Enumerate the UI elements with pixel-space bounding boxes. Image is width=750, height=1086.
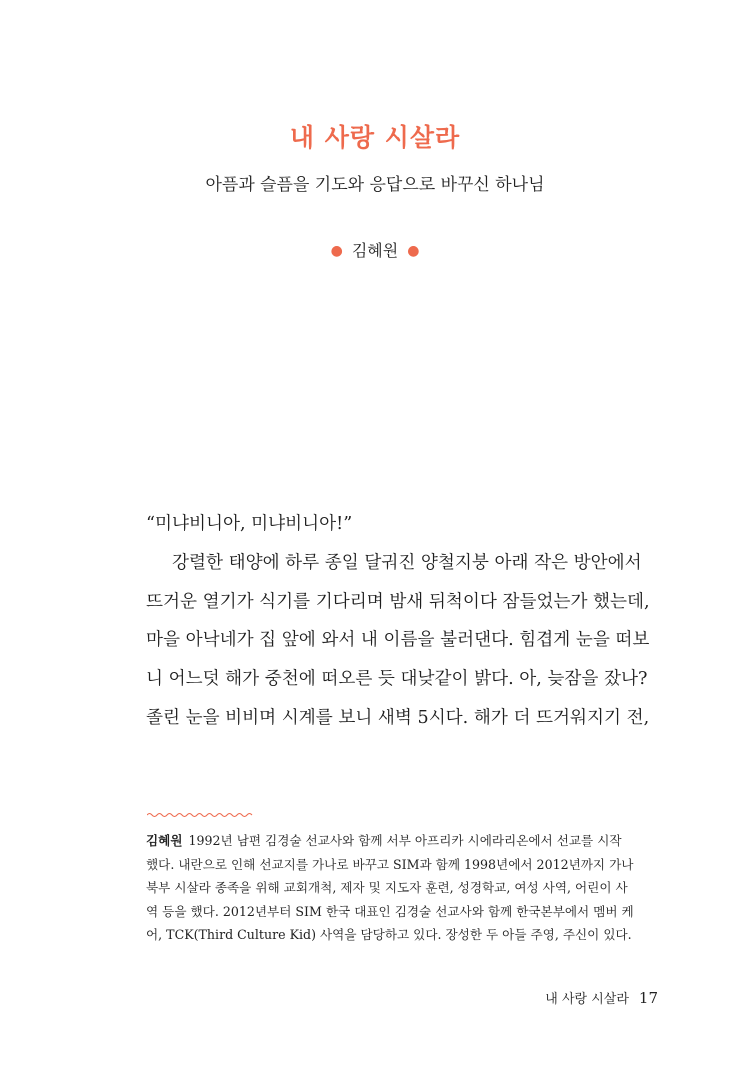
article-subtitle: 아픔과 슬픔을 기도와 응답으로 바꾸신 하나님 xyxy=(205,175,545,195)
bio-line: 했다. 내란으로 인해 선교지를 가나로 바꾸고 SIM과 함께 1998년에서 2012년까지 가나 xyxy=(146,856,634,872)
bio-line: 북부 시살라 종족을 위해 교회개척, 제자 및 지도자 훈련, 성경학교, 여성 사역, 어린이 사 xyxy=(146,880,628,895)
running-title: 내 사랑 시살라 xyxy=(545,992,629,1007)
bullet-dot-icon: ● xyxy=(330,243,343,259)
bio-line: 어, TCK(Third Culture Kid) 사역을 담당하고 있다. 장성한 두 아들 주영, 주신이 있다. xyxy=(146,927,632,942)
bullet-dot-icon: ● xyxy=(407,243,420,259)
body-line: “미냐비니아, 미냐비니아!” xyxy=(146,514,353,534)
author-name: 김혜원 xyxy=(351,241,399,260)
body-line: 마을 아낙네가 집 앞에 와서 내 이름을 불러댄다. 힘겹게 눈을 떠보 xyxy=(146,630,650,651)
body-line: 강렬한 태양에 하루 종일 달궈진 양철지붕 아래 작은 방안에서 xyxy=(172,552,642,573)
article-title: 내 사랑 시살라 xyxy=(289,123,461,152)
author-line xyxy=(0,238,750,261)
bio-line: 김혜원 1992년 남편 김경술 선교사와 함께 서부 아프리카 시에라리온에서 선교를 시작 xyxy=(146,833,622,848)
footnote-wavy-divider xyxy=(147,811,253,819)
body-line: 니 어느덧 해가 중천에 떠오른 듯 대낮같이 밝다. 아, 늦잠을 잤나? xyxy=(146,669,648,690)
bio-line: 역 등을 했다. 2012년부터 SIM 한국 대표인 김경술 선교사와 함께 한국본부에서 멤버 케 xyxy=(146,903,634,919)
page-number: 17 xyxy=(638,989,658,1007)
body-text xyxy=(146,505,658,738)
body-line: 뜨거운 열기가 식기를 기다리며 밤새 뒤척이다 잠들었는가 했는데, xyxy=(146,591,650,612)
body-line: 졸린 눈을 비비며 시계를 보니 새벽 5시다. 해가 더 뜨거워지기 전, xyxy=(146,707,650,728)
page-footer xyxy=(545,988,658,1007)
bio-name: 김혜원 xyxy=(146,833,183,848)
author-bio xyxy=(146,829,660,947)
